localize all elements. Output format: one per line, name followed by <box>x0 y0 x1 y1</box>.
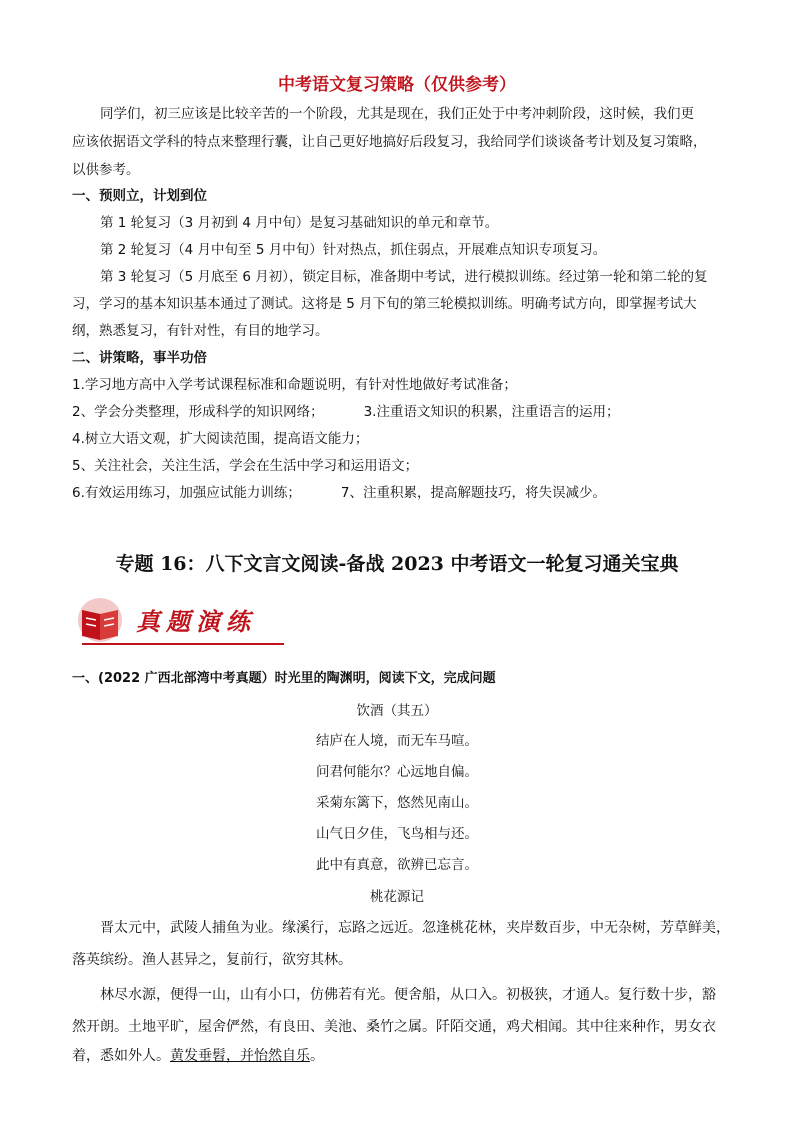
poem-line: 结庐在人境，而无车马喧。 <box>316 733 478 749</box>
poem-line: 问君何能尔？心远地自偏。 <box>316 764 478 780</box>
tip-7: 7、注重积累，提高解题技巧，将失误减少。 <box>340 485 606 501</box>
intro-line-2: 应该依据语文学科的特点来整理行囊，让自己更好地搞好后段复习，我给同学们谈谈备考计划及复习策略， <box>72 134 707 150</box>
prose-p2-line-1: 林尽水源，便得一山，山有小口，仿佛若有光。便舍船，从口入。初极狭，才通人。复行数十步，豁 <box>100 987 716 1003</box>
prose-p1-line-1: 晋太元中，武陵人捕鱼为业。缘溪行，忘路之远近。忽逢桃花林，夹岸数百步，中无杂树，芳草鲜美， <box>100 920 730 936</box>
tip-1: 1.学习地方高中入学考试课程标准和命题说明，有针对性地做好考试准备； <box>72 377 517 393</box>
tip-5: 5、关注社会，关注生活，学会在生活中学习和运用语文； <box>72 458 419 474</box>
prose-text-end: 。 <box>310 1048 324 1064</box>
section2-heading: 二、讲策略，事半功倍 <box>72 350 207 366</box>
tip-2: 2、学会分类整理，形成科学的知识网络； <box>72 404 324 420</box>
prose-text: 着，悉如外人。 <box>72 1048 170 1064</box>
practice-banner <box>74 596 286 648</box>
poem-line: 此中有真意，欲辨已忘言。 <box>316 857 478 873</box>
tip-6: 6.有效运用练习，加强应试能力训练； <box>72 485 301 501</box>
tip-row-6-7 <box>72 483 732 503</box>
round3-line-2: 习，学习的基本知识基本通过了测试。这将是 5 月下旬的第三轮模拟训练。明确考试方向，即掌握考试大 <box>72 296 697 312</box>
tip-row-2-3 <box>72 402 732 422</box>
prose-p2-line-3 <box>72 1046 732 1066</box>
question-heading: 一、(2022 广西北部湾中考真题）时光里的陶渊明，阅读下文，完成问题 <box>72 671 496 686</box>
round3-line-1: 第 3 轮复习（5 月底至 6 月初），锁定目标，准备期中考试，进行模拟训练。经过第一轮和第二轮的复 <box>100 269 708 285</box>
round1-text: 第 1 轮复习（3 月初到 4 月中旬）是复习基础知识的单元和章节。 <box>100 215 499 231</box>
intro-line-3: 以供参考。 <box>72 162 140 178</box>
poem-title: 饮酒（其五） <box>356 703 438 719</box>
round2-text: 第 2 轮复习（4 月中旬至 5 月中旬）针对热点，抓住弱点，开展难点知识专项复习。 <box>100 242 607 258</box>
underlined-phrase: 黄发垂髫，并怡然自乐 <box>170 1048 310 1064</box>
prose-p2-line-2: 然开朗。土地平旷，屋舍俨然，有良田、美池、桑竹之属。阡陌交通，鸡犬相闻。其中往来种作，男女衣 <box>72 1019 716 1035</box>
strategy-title: 中考语文复习策略（仅供参考） <box>278 75 516 95</box>
prose-title: 桃花源记 <box>370 889 424 905</box>
round3-line-3: 纲，熟悉复习，有针对性，有目的地学习。 <box>72 323 329 339</box>
intro-line-1: 同学们，初三应该是比较辛苦的一个阶段，尤其是现在，我们正处于中考冲刺阶段，这时候，我们更 <box>100 106 694 122</box>
section1-heading: 一、预则立，计划到位 <box>72 188 207 204</box>
tip-4: 4.树立大语文观，扩大阅读范围，提高语文能力； <box>72 431 369 447</box>
poem-line: 采菊东篱下，悠然见南山。 <box>316 795 478 811</box>
topic-title: 专题 16：八下文言文阅读-备战 2023 中考语文一轮复习通关宝典 <box>115 553 679 575</box>
banner-label: 真题演练 <box>136 607 256 636</box>
tip-3: 3.注重语文知识的积累，注重语言的运用； <box>363 404 620 420</box>
poem-line: 山气日夕佳，飞鸟相与还。 <box>316 826 478 842</box>
prose-p1-line-2: 落英缤纷。渔人甚异之，复前行，欲穷其林。 <box>72 952 352 968</box>
